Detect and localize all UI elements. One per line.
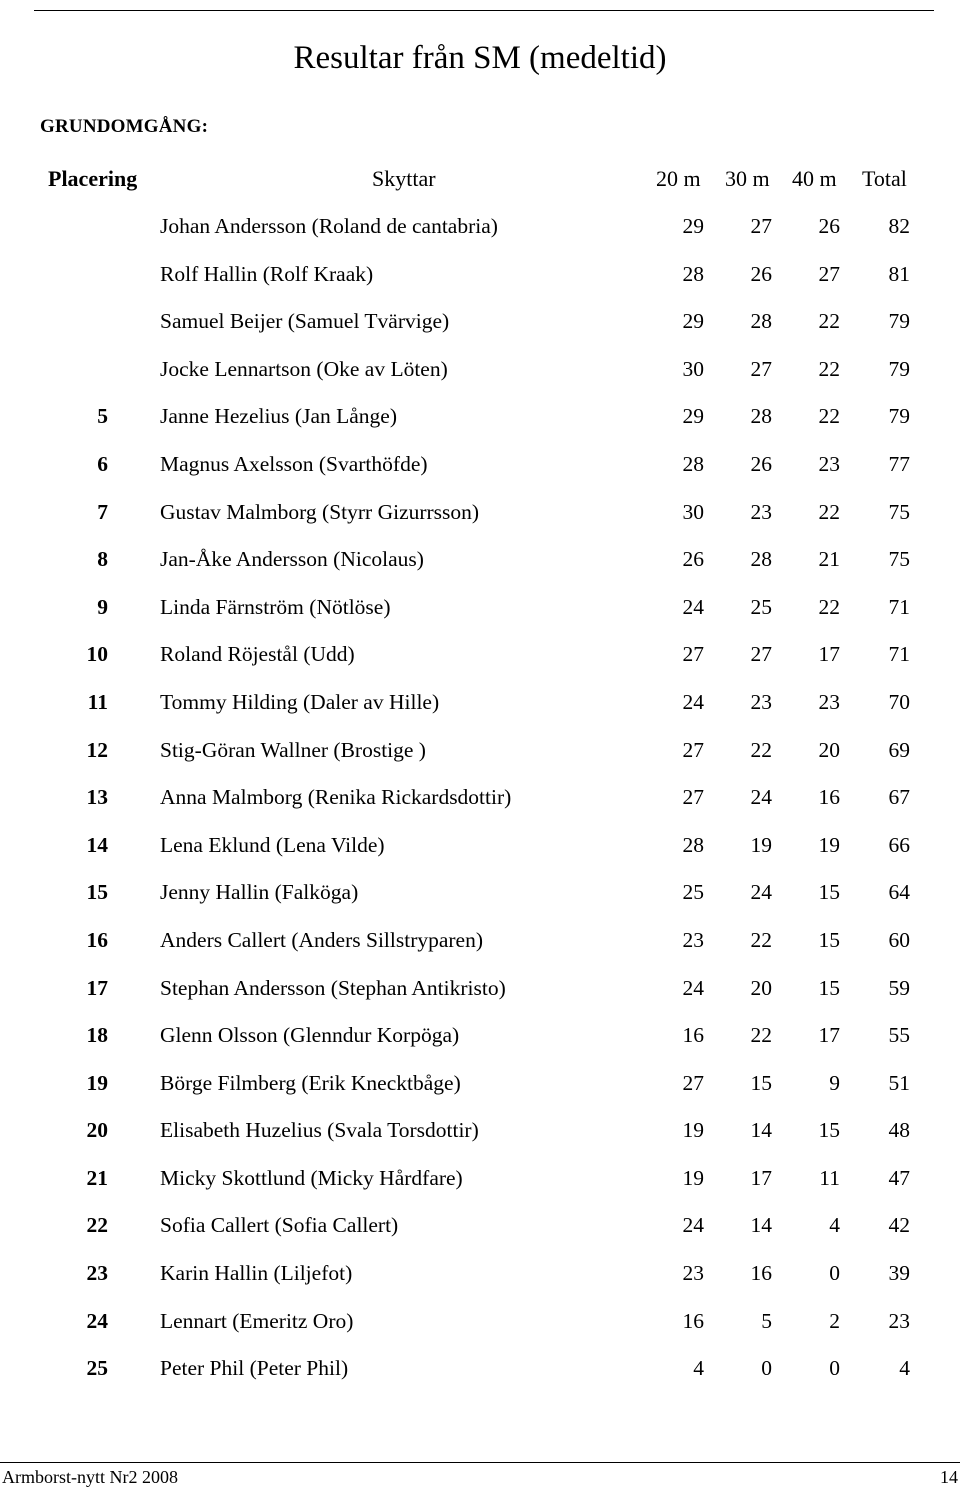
row-40m: 15	[818, 1118, 840, 1143]
row-total: 75	[888, 499, 910, 524]
row-40m: 21	[818, 547, 840, 572]
row-name: Jocke Lennartson (Oke av Löten)	[160, 356, 448, 381]
row-name: Stig-Göran Wallner (Brostige )	[160, 737, 426, 762]
row-place: 6	[97, 451, 108, 476]
row-40m: 19	[818, 832, 840, 857]
table-row	[0, 1251, 960, 1299]
row-name: Lena Eklund (Lena Vilde)	[160, 832, 385, 857]
row-30m: 17	[750, 1165, 772, 1190]
row-total: 47	[888, 1165, 910, 1190]
row-40m: 17	[818, 642, 840, 667]
row-20m: 23	[682, 1261, 704, 1286]
row-40m: 23	[818, 689, 840, 714]
row-40m: 22	[818, 499, 840, 524]
header-30m: 30 m	[725, 166, 770, 191]
row-30m: 25	[750, 594, 772, 619]
row-20m: 30	[682, 499, 704, 524]
row-20m: 25	[682, 880, 704, 905]
row-total: 51	[888, 1070, 910, 1095]
row-place: 20	[86, 1118, 108, 1143]
footer-publication: Armborst-nytt Nr2 2008	[2, 1467, 178, 1487]
footer-rule	[0, 1462, 960, 1463]
row-40m: 15	[818, 975, 840, 1000]
row-40m: 27	[818, 261, 840, 286]
row-30m: 27	[750, 214, 772, 238]
results-table	[0, 204, 960, 1394]
row-total: 71	[888, 642, 910, 667]
table-row	[0, 299, 960, 347]
table-row	[0, 775, 960, 823]
table-header	[0, 166, 960, 196]
row-30m: 22	[750, 737, 772, 762]
row-30m: 26	[750, 261, 772, 286]
row-name: Peter Phil (Peter Phil)	[160, 1356, 349, 1381]
row-total: 60	[888, 927, 910, 952]
row-name: Sofia Callert (Sofia Callert)	[160, 1213, 399, 1238]
row-name: Janne Hezelius (Jan Långe)	[160, 404, 397, 429]
row-30m: 27	[750, 356, 772, 381]
row-40m: 22	[818, 356, 840, 381]
row-40m: 22	[818, 309, 840, 334]
row-30m: 20	[750, 975, 772, 1000]
row-30m: 27	[750, 642, 772, 667]
row-30m: 23	[750, 689, 772, 714]
row-30m: 23	[750, 499, 772, 524]
row-total: 66	[888, 832, 910, 857]
row-30m: 28	[750, 547, 772, 572]
row-20m: 16	[682, 1023, 704, 1048]
row-name: Anna Malmborg (Renika Rickardsdottir)	[160, 785, 512, 810]
table-row	[0, 1299, 960, 1347]
table-row	[0, 490, 960, 538]
row-40m: 4	[829, 1213, 840, 1238]
row-40m: 11	[819, 1165, 840, 1190]
row-40m: 22	[818, 594, 840, 619]
row-20m: 30	[682, 356, 704, 381]
table-row	[0, 585, 960, 633]
row-40m: 15	[818, 927, 840, 952]
row-40m: 23	[818, 451, 840, 476]
row-place: 13	[86, 785, 108, 810]
row-30m: 22	[750, 1023, 772, 1048]
row-20m: 27	[682, 737, 704, 762]
table-row	[0, 1346, 960, 1394]
row-30m: 14	[750, 1118, 772, 1143]
row-total: 79	[888, 404, 910, 429]
table-row	[0, 966, 960, 1014]
row-20m: 19	[682, 1118, 704, 1143]
row-total: 81	[888, 261, 910, 286]
header-20m: 20 m	[656, 166, 701, 191]
row-total: 67	[888, 785, 910, 810]
row-name: Glenn Olsson (Glenndur Korpöga)	[160, 1023, 460, 1048]
row-40m: 2	[829, 1308, 840, 1333]
row-name: Börge Filmberg (Erik Knecktbåge)	[160, 1070, 461, 1095]
row-40m: 0	[829, 1356, 840, 1381]
table-row	[0, 680, 960, 728]
row-total: 69	[888, 737, 910, 762]
row-20m: 26	[682, 547, 704, 572]
row-30m: 19	[750, 832, 772, 857]
table-row	[0, 728, 960, 776]
row-total: 4	[899, 1356, 910, 1381]
table-row	[0, 1203, 960, 1251]
top-rule	[34, 10, 934, 11]
row-40m: 0	[829, 1261, 840, 1286]
row-total: 23	[888, 1308, 910, 1333]
row-name: Elisabeth Huzelius (Svala Torsdottir)	[160, 1118, 479, 1143]
row-name: Lennart (Emeritz Oro)	[160, 1308, 354, 1333]
header-total: Total	[862, 166, 907, 191]
section-heading: GRUNDOMGÅNG:	[40, 116, 209, 137]
row-name: Magnus Axelsson (Svarthöfde)	[160, 451, 428, 476]
row-place: 8	[97, 547, 108, 572]
row-30m: 5	[761, 1308, 772, 1333]
row-total: 64	[888, 880, 910, 905]
row-place: 9	[97, 594, 108, 619]
row-30m: 26	[750, 451, 772, 476]
row-total: 75	[888, 547, 910, 572]
row-name: Roland Röjestål (Udd)	[160, 642, 355, 667]
row-place: 10	[86, 642, 108, 667]
row-total: 82	[888, 214, 910, 238]
row-name: Anders Callert (Anders Sillstryparen)	[160, 927, 484, 952]
row-20m: 29	[682, 404, 704, 429]
header-place: Placering	[48, 166, 138, 191]
row-20m: 27	[682, 642, 704, 667]
row-name: Jan-Åke Andersson (Nicolaus)	[160, 547, 424, 572]
table-row	[0, 918, 960, 966]
row-20m: 19	[682, 1165, 704, 1190]
row-place: 12	[86, 737, 108, 762]
table-row	[0, 1013, 960, 1061]
row-total: 59	[888, 975, 910, 1000]
row-40m: 20	[818, 737, 840, 762]
table-row	[0, 1108, 960, 1156]
row-20m: 23	[682, 927, 704, 952]
row-name: Jenny Hallin (Falköga)	[160, 880, 359, 905]
row-30m: 16	[750, 1261, 772, 1286]
row-20m: 27	[682, 785, 704, 810]
row-place: 25	[86, 1356, 108, 1381]
row-total: 71	[888, 594, 910, 619]
row-place: 23	[86, 1261, 108, 1286]
row-20m: 29	[682, 309, 704, 334]
row-total: 55	[888, 1023, 910, 1048]
row-place: 24	[86, 1308, 108, 1333]
row-name: Johan Andersson (Roland de cantabria)	[160, 214, 498, 238]
row-20m: 24	[682, 689, 704, 714]
table-row	[0, 252, 960, 300]
row-place: 7	[97, 499, 108, 524]
row-30m: 24	[750, 880, 772, 905]
row-place: 16	[86, 927, 108, 952]
row-total: 42	[888, 1213, 910, 1238]
row-40m: 15	[818, 880, 840, 905]
row-20m: 24	[682, 975, 704, 1000]
row-place: 21	[86, 1165, 108, 1190]
row-name: Rolf Hallin (Rolf Kraak)	[160, 261, 374, 286]
table-row	[0, 1061, 960, 1109]
row-30m: 28	[750, 404, 772, 429]
table-row	[0, 204, 960, 252]
header-name: Skyttar	[372, 166, 436, 191]
row-name: Stephan Andersson (Stephan Antikristo)	[160, 975, 506, 1000]
row-30m: 28	[750, 309, 772, 334]
row-name: Samuel Beijer (Samuel Tvärvige)	[160, 309, 450, 334]
row-20m: 16	[682, 1308, 704, 1333]
row-name: Gustav Malmborg (Styrr Gizurrsson)	[160, 499, 480, 524]
row-name: Karin Hallin (Liljefot)	[160, 1261, 353, 1286]
row-total: 77	[888, 451, 910, 476]
row-40m: 22	[818, 404, 840, 429]
row-20m: 27	[682, 1070, 704, 1095]
row-place: 5	[97, 404, 108, 429]
row-20m: 29	[682, 214, 704, 238]
row-total: 79	[888, 356, 910, 381]
table-row	[0, 870, 960, 918]
row-40m: 17	[818, 1023, 840, 1048]
row-place: 18	[86, 1023, 108, 1048]
row-total: 79	[888, 309, 910, 334]
row-30m: 14	[750, 1213, 772, 1238]
table-row	[0, 442, 960, 490]
row-place: 11	[87, 689, 108, 714]
row-name: Tommy Hilding (Daler av Hille)	[160, 689, 440, 714]
table-row	[0, 394, 960, 442]
header-40m: 40 m	[792, 166, 837, 191]
table-row	[0, 632, 960, 680]
row-40m: 26	[818, 214, 840, 238]
row-name: Linda Färnström (Nötlöse)	[160, 594, 391, 619]
row-30m: 0	[761, 1356, 772, 1381]
table-row	[0, 1156, 960, 1204]
row-30m: 22	[750, 927, 772, 952]
table-row	[0, 347, 960, 395]
row-40m: 16	[818, 785, 840, 810]
page-title-text: Resultar från SM (medeltid)	[293, 40, 667, 76]
row-20m: 24	[682, 594, 704, 619]
row-20m: 28	[682, 451, 704, 476]
row-total: 39	[888, 1261, 910, 1286]
table-row	[0, 537, 960, 585]
row-20m: 24	[682, 1213, 704, 1238]
row-total: 48	[888, 1118, 910, 1143]
row-place: 15	[86, 880, 108, 905]
row-place: 17	[86, 975, 108, 1000]
row-name: Micky Skottlund (Micky Hårdfare)	[160, 1165, 463, 1190]
row-total: 70	[888, 689, 910, 714]
footer-page-number: 14	[940, 1467, 958, 1487]
page-title	[0, 40, 960, 77]
row-place: 19	[86, 1070, 108, 1095]
row-20m: 28	[682, 261, 704, 286]
row-20m: 28	[682, 832, 704, 857]
row-40m: 9	[829, 1070, 840, 1095]
table-row	[0, 823, 960, 871]
row-20m: 4	[693, 1356, 704, 1381]
row-place: 14	[86, 832, 108, 857]
row-30m: 15	[750, 1070, 772, 1095]
row-30m: 24	[750, 785, 772, 810]
row-place: 22	[86, 1213, 108, 1238]
